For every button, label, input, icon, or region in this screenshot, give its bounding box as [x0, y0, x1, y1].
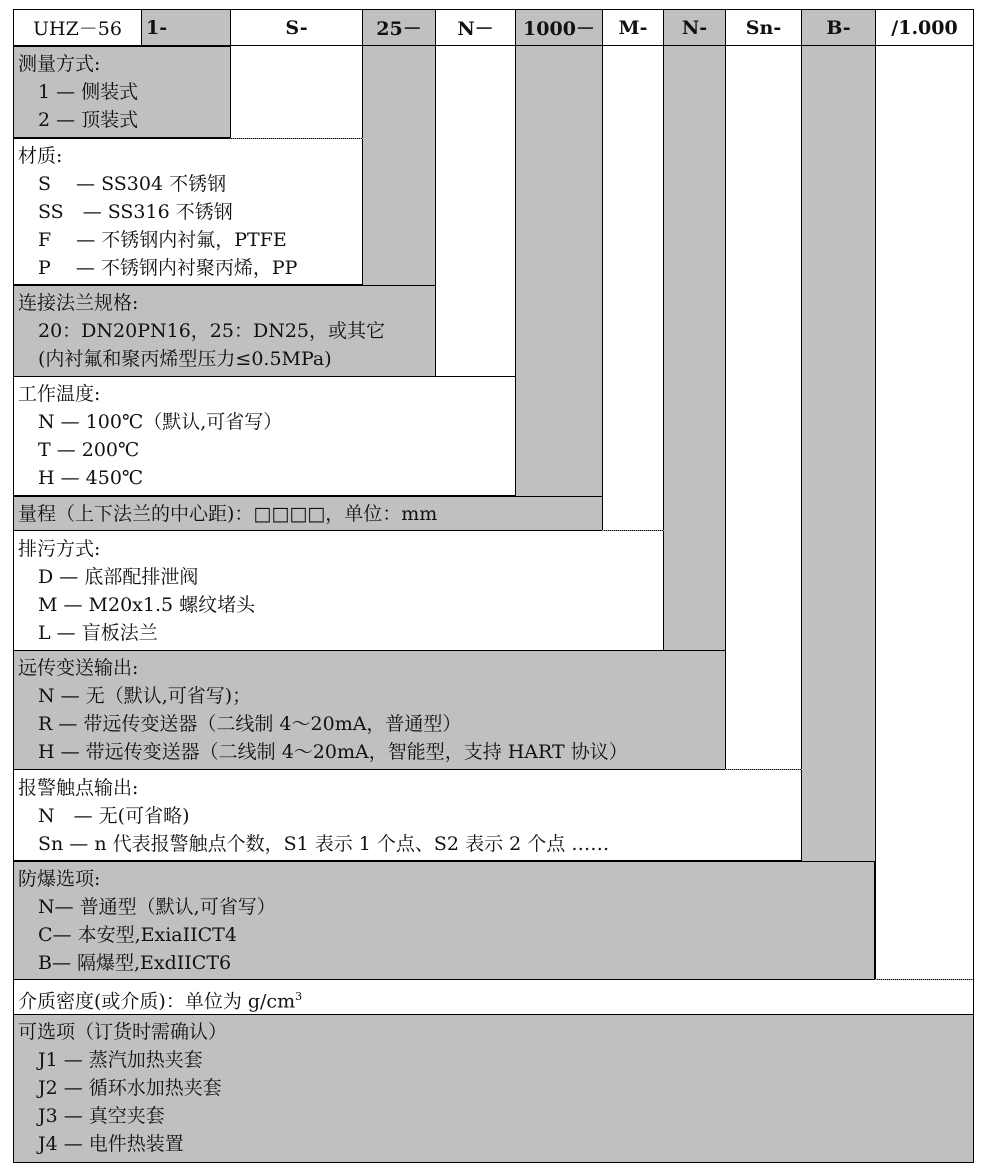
flange-item: (内衬氟和聚丙烯型压力≤0.5MPa) [38, 348, 332, 370]
header-model: UHZ－56 [13, 9, 142, 46]
flange-item: 20：DN20PN16，25：DN25，或其它 [38, 320, 386, 342]
block-material [13, 138, 363, 285]
options-item: J1 — 蒸汽加热夹套 [38, 1049, 203, 1071]
block-temp [13, 376, 516, 496]
temp-item: H — 450℃ [38, 467, 144, 489]
header-mount: 1- [141, 9, 231, 46]
column-line [875, 46, 876, 979]
block-alarm [13, 769, 802, 861]
header-alarm: Sn- [725, 9, 802, 46]
column-line [602, 46, 603, 530]
mount-item: 1 — 侧装式 [38, 81, 139, 103]
header-remote: N- [663, 9, 726, 46]
header-explosion: B- [801, 9, 876, 46]
column-line [801, 46, 802, 861]
header-material: S- [230, 9, 363, 46]
drain-item: L — 盲板法兰 [38, 622, 158, 644]
remote-item: H — 带远传变送器（二线制 4～20mA，智能型，支持 HART 协议） [38, 741, 628, 763]
temp-title: 工作温度: [18, 383, 101, 405]
block-mount [13, 46, 231, 138]
column-explosion-bg [801, 46, 875, 979]
options-item: J2 — 循环水加热夹套 [38, 1077, 222, 1099]
mount-title: 测量方式: [18, 53, 101, 75]
drain-item: M — M20x1.5 螺纹堵头 [38, 594, 256, 616]
mount-item: 2 — 顶装式 [38, 109, 139, 131]
alarm-item: N — 无(可省略) [38, 805, 190, 827]
material-title: 材质: [18, 145, 63, 167]
options-item: J4 — 电件热装置 [38, 1133, 184, 1155]
block-range [13, 496, 603, 531]
options-item: J3 — 真空夹套 [38, 1105, 165, 1127]
dotted-separator [602, 530, 664, 531]
remote-item: N — 无（默认,可省写)； [38, 685, 252, 707]
temp-item: T — 200℃ [38, 439, 140, 461]
block-density [13, 979, 974, 1015]
block-remote [13, 650, 726, 770]
explosion-item: C— 本安型,ExiaIICT4 [38, 924, 237, 946]
header-density: /1.000 [875, 9, 974, 46]
block-flange [13, 285, 436, 377]
explosion-title: 防爆选项: [18, 868, 101, 890]
header-drain: M- [602, 9, 664, 46]
density-unit-sup: 3 [295, 990, 303, 1003]
material-item: F — 不锈钢内衬氟，PTFE [38, 229, 287, 251]
header-temp: N－ [435, 9, 516, 46]
flange-title: 连接法兰规格: [18, 292, 139, 314]
alarm-title: 报警触点输出: [18, 777, 139, 799]
block-options [13, 1014, 974, 1163]
column-range-bg [515, 46, 602, 530]
material-item: S — SS304 不锈钢 [38, 173, 227, 195]
dotted-separator [725, 769, 802, 770]
material-item: SS — SS316 不锈钢 [38, 201, 233, 223]
range-title: 量程（上下法兰的中心距)：□□□□，单位：mm [18, 503, 438, 525]
explosion-item: N— 普通型（默认,可省写） [38, 896, 276, 918]
density-title [14, 983, 973, 1011]
explosion-item: B— 隔爆型,ExdIICT6 [38, 952, 232, 974]
temp-item: N — 100℃（默认,可省写） [38, 411, 283, 433]
dotted-separator [875, 979, 973, 980]
remote-item: R — 带远传变送器（二线制 4～20mA，普通型） [38, 713, 462, 735]
options-title: 可选项（订货时需确认） [18, 1021, 228, 1043]
block-drain [13, 530, 664, 651]
header-flange: 25－ [362, 9, 436, 46]
material-item: P — 不锈钢内衬聚丙烯，PP [38, 257, 298, 279]
dotted-separator [230, 138, 363, 139]
header-range: 1000－ [515, 9, 603, 46]
block-explosion [13, 861, 875, 980]
drain-item: D — 底部配排泄阀 [38, 566, 199, 588]
drain-title: 排污方式: [18, 538, 101, 560]
alarm-item: Sn — n 代表报警触点个数，S1 表示 1 个点、S2 表示 2 个点 …… [38, 833, 610, 855]
remote-title: 远传变送输出: [18, 657, 139, 679]
density-text: 介质密度(或介质)：单位为 g/cm [18, 990, 296, 1013]
